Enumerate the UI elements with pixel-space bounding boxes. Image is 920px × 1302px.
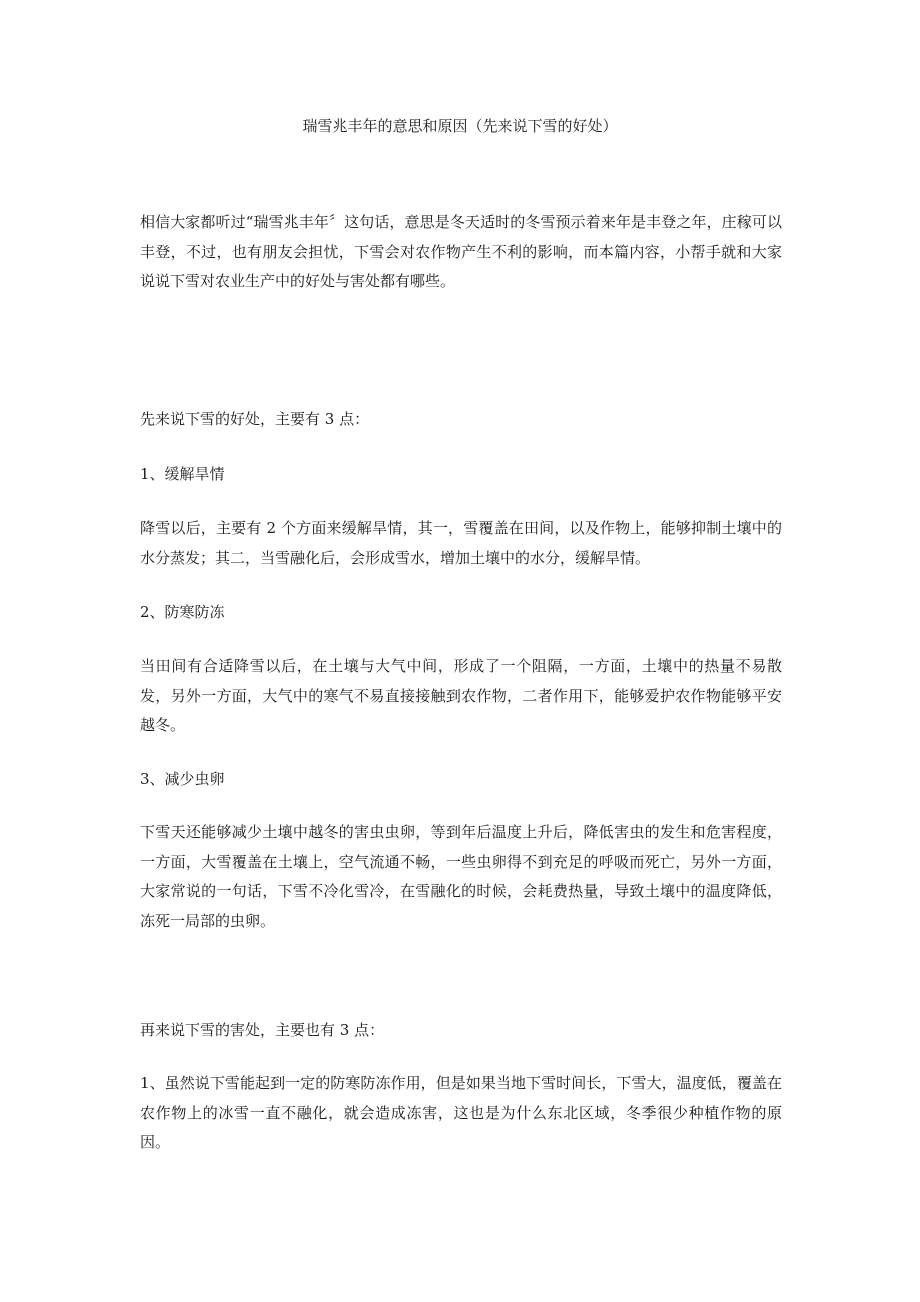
benefit-2-paragraph: 当田间有合适降雪以后，在土壤与大气中间，形成了一个阻隔，一方面，土壤中的热量不易散发，另外一方面，大气中的寒气不易直接接触到农作物，二者作用下，能够爱护农作物能够平安越冬。 — [140, 657, 782, 734]
benefit-1-paragraph: 降雪以后，主要有 2 个方面来缓解旱情，其一，雪覆盖在田间，以及作物上，能够抑制土壤中的水分蒸发；其二，当雪融化后，会形成雪水，增加土壤中的水分，缓解旱情。 — [140, 519, 782, 567]
benefit-3-heading: 3、减少虫卵 — [140, 770, 225, 788]
document-title: 瑞雪兆丰年的意思和原因（先来说下雪的好处） — [302, 117, 618, 135]
intro-paragraph: 相信大家都听过“瑞雪兆丰年〞这句话，意思是冬天适时的冬雪预示着来年是丰登之年，庄稼可以丰登，不过，也有朋友会担忧，下雪会对农作物产生不利的影响，而本篇内容，小帮手就和大家说说下雪对农业生产中的好处与害处都有哪些。 — [140, 213, 782, 290]
benefit-2-heading: 2、防寒防冻 — [140, 603, 225, 621]
benefit-3-paragraph: 下雪天还能够减少土壤中越冬的害虫虫卵，等到年后温度上升后，降低害虫的发生和危害程度，一方面，大雪覆盖在土壤上，空气流通不畅，一些虫卵得不到充足的呼吸而死亡，另外一方面，大家常说的一句话，下雪不冷化雪冷，在雪融化的时候，会耗费热量，导致土壤中的温度降低，冻死一局部的虫卵。 — [140, 823, 782, 930]
harm-1-paragraph: 1、虽然说下雪能起到一定的防寒防冻作用，但是如果当地下雪时间长，下雪大，温度低，覆盖在农作物上的冰雪一直不融化，就会造成冻害，这也是为什么东北区域，冬季很少种植作物的原因。 — [140, 1074, 782, 1151]
benefit-1-heading: 1、缓解旱情 — [140, 465, 225, 483]
harms-heading: 再来说下雪的害处，主要也有 3 点： — [140, 1021, 385, 1039]
benefits-heading: 先来说下雪的好处，主要有 3 点： — [140, 410, 370, 428]
